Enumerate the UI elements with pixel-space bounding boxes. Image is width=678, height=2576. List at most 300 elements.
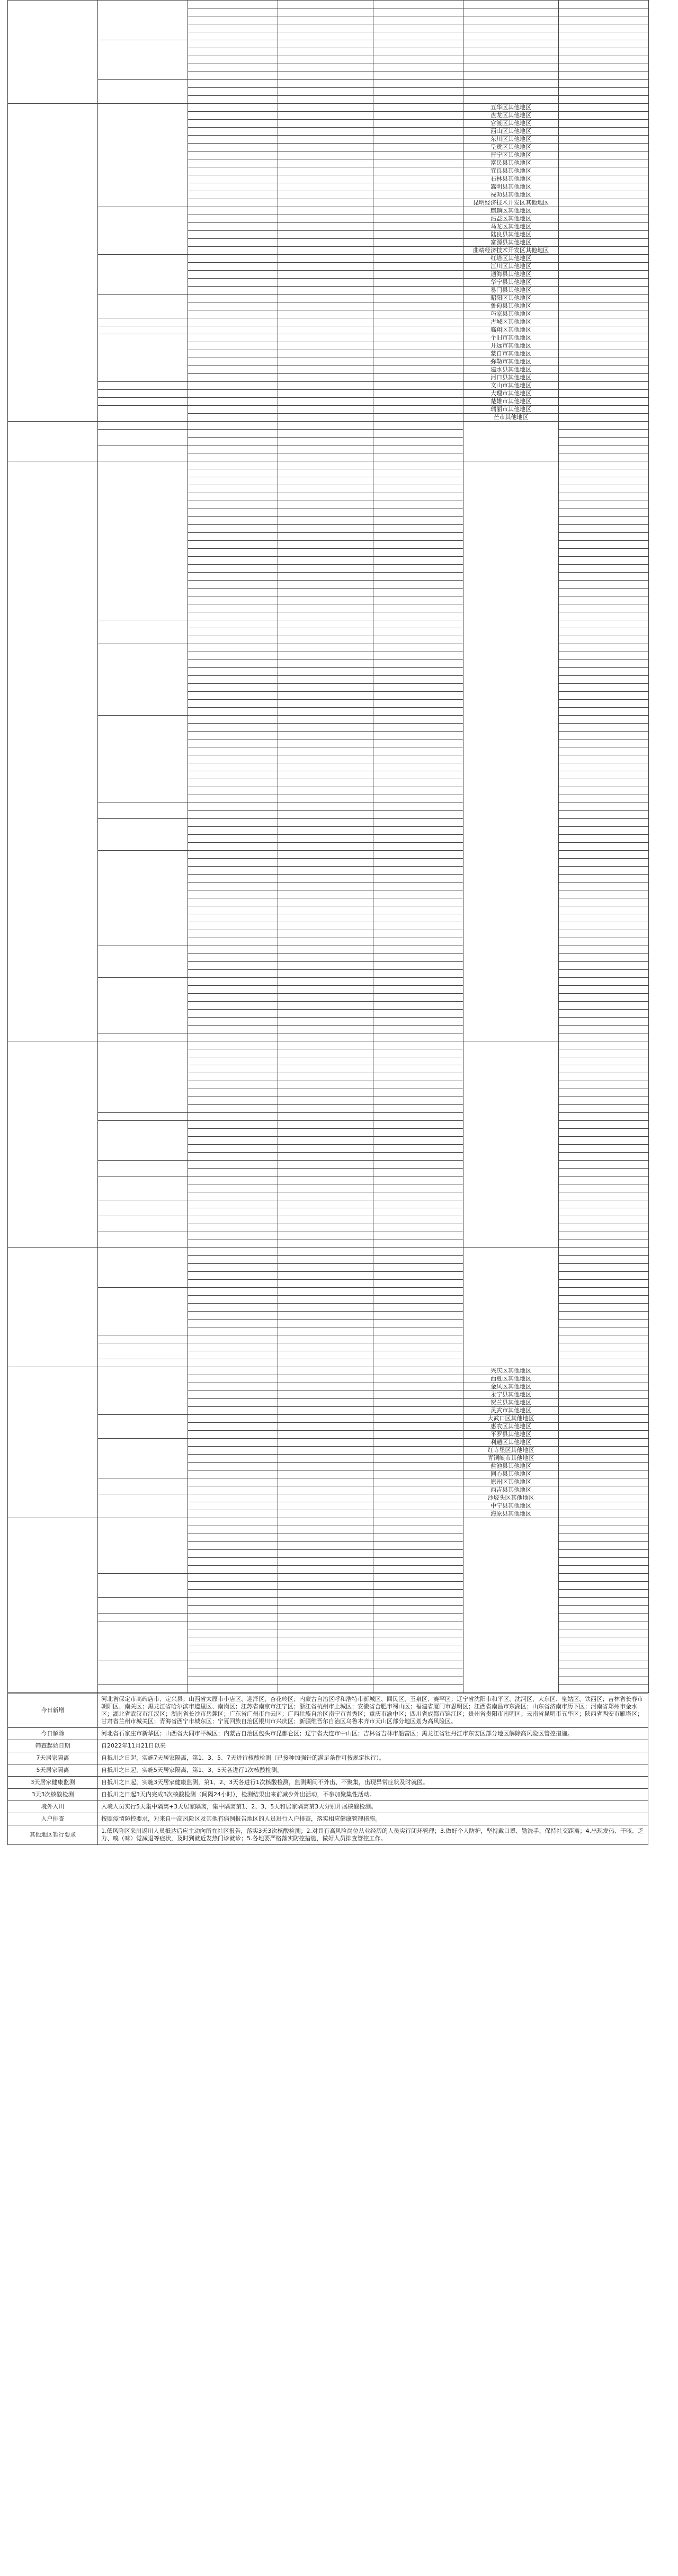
trailing-dash <box>559 1081 649 1089</box>
risk-level <box>278 938 373 946</box>
risk-level <box>278 501 373 509</box>
middle-dash <box>373 398 463 406</box>
district-name <box>188 755 278 763</box>
district-name <box>188 549 278 557</box>
trailing-dash <box>559 1407 649 1415</box>
district-name <box>188 414 278 422</box>
risk-level <box>278 962 373 970</box>
middle-dash <box>373 342 463 350</box>
risk-level <box>278 1486 373 1494</box>
risk-level <box>278 1248 373 1256</box>
middle-dash <box>373 199 463 207</box>
district-name <box>188 358 278 366</box>
district-name <box>188 644 278 652</box>
middle-dash <box>373 1383 463 1391</box>
middle-dash <box>373 382 463 390</box>
middle-dash <box>373 120 463 128</box>
trailing-dash <box>559 898 649 906</box>
middle-dash <box>373 1351 463 1359</box>
city-name <box>98 620 188 644</box>
risk-level <box>278 310 373 318</box>
district-name <box>188 1383 278 1391</box>
risk-level <box>278 986 373 994</box>
risk-level <box>278 302 373 310</box>
middle-dash <box>373 787 463 795</box>
middle-dash <box>373 906 463 914</box>
middle-dash <box>373 1216 463 1224</box>
district-name <box>188 1161 278 1169</box>
trailing-dash <box>559 64 649 72</box>
trailing-dash <box>559 1399 649 1407</box>
trailing-dash <box>559 1113 649 1121</box>
trailing-dash <box>559 1264 649 1272</box>
middle-dash <box>373 128 463 136</box>
middle-dash <box>373 310 463 318</box>
trailing-dash <box>559 366 649 374</box>
trailing-dash <box>559 310 649 318</box>
note-label: 其他地区暂行要求 <box>8 1825 98 1845</box>
district-name <box>188 1121 278 1129</box>
trailing-dash <box>559 390 649 398</box>
district-name <box>188 1304 278 1312</box>
district-name <box>188 326 278 334</box>
trailing-dash <box>559 167 649 175</box>
trailing-dash <box>559 215 649 223</box>
trailing-dash <box>559 755 649 763</box>
risk-level <box>278 279 373 287</box>
middle-dash <box>373 517 463 525</box>
risk-level <box>278 1550 373 1558</box>
trailing-dash <box>559 453 649 461</box>
district-name <box>188 1367 278 1375</box>
middle-dash <box>373 811 463 819</box>
district-name <box>188 763 278 771</box>
district-name <box>188 1478 278 1486</box>
district-name <box>188 1224 278 1232</box>
risk-level <box>278 684 373 692</box>
district-name <box>188 1169 278 1176</box>
note-text: 自抵川之日起，实施3天居家健康监测，第1、2、3天各进行1次核酸检测，监测期间不外出、不聚集，出现异常症状及时就医。 <box>98 1777 648 1789</box>
risk-level <box>278 1351 373 1359</box>
trailing-dash <box>559 1566 649 1574</box>
middle-dash <box>373 271 463 279</box>
middle-dash <box>373 430 463 438</box>
risk-level <box>278 803 373 811</box>
trailing-dash <box>559 422 649 430</box>
table-row <box>8 1439 649 1447</box>
risk-level <box>278 1463 373 1470</box>
risk-level <box>278 906 373 914</box>
risk-level <box>278 271 373 279</box>
middle-dash <box>373 159 463 167</box>
trailing-dash <box>559 1494 649 1502</box>
city-name <box>98 1176 188 1200</box>
risk-level <box>278 652 373 660</box>
other-area: 个旧市其他地区 <box>463 334 559 342</box>
risk-level <box>278 1272 373 1280</box>
risk-level <box>278 1121 373 1129</box>
district-name <box>188 1320 278 1327</box>
risk-level <box>278 1010 373 1018</box>
middle-dash <box>373 56 463 64</box>
trailing-dash <box>559 32 649 40</box>
middle-dash <box>373 1582 463 1590</box>
middle-dash <box>373 620 463 628</box>
trailing-dash <box>559 867 649 875</box>
middle-dash <box>373 477 463 485</box>
middle-dash <box>373 1455 463 1463</box>
risk-level <box>278 843 373 851</box>
risk-level <box>278 461 373 469</box>
risk-level <box>278 8 373 16</box>
trailing-dash <box>559 906 649 914</box>
other-area <box>463 1 559 8</box>
middle-dash <box>373 40 463 48</box>
district-name <box>188 509 278 517</box>
risk-level <box>278 549 373 557</box>
district-name <box>188 191 278 199</box>
middle-dash <box>373 485 463 493</box>
middle-dash <box>373 978 463 986</box>
district-name <box>188 843 278 851</box>
risk-level <box>278 1057 373 1065</box>
city-name <box>98 1113 188 1121</box>
middle-dash <box>373 867 463 875</box>
district-name <box>188 215 278 223</box>
district-name <box>188 898 278 906</box>
city-name <box>98 318 188 326</box>
district-name <box>188 517 278 525</box>
middle-dash <box>373 525 463 533</box>
trailing-dash <box>559 612 649 620</box>
district-name <box>188 573 278 581</box>
district-name <box>188 525 278 533</box>
district-name <box>188 1598 278 1606</box>
middle-dash <box>373 835 463 843</box>
trailing-dash <box>559 191 649 199</box>
risk-level <box>278 72 373 80</box>
other-area: 昭阳区其他地区 <box>463 295 559 302</box>
city-name <box>98 295 188 318</box>
trailing-dash <box>559 589 649 596</box>
trailing-dash <box>559 1089 649 1097</box>
risk-level <box>278 612 373 620</box>
trailing-dash <box>559 80 649 88</box>
other-area: 华宁县其他地区 <box>463 279 559 287</box>
middle-dash <box>373 994 463 1002</box>
trailing-dash <box>559 1105 649 1113</box>
middle-dash <box>373 1256 463 1264</box>
district-name <box>188 596 278 604</box>
district-name <box>188 883 278 890</box>
city-name <box>98 1161 188 1176</box>
district-name <box>188 461 278 469</box>
other-area: 楚雄市其他地区 <box>463 398 559 406</box>
city-name <box>98 445 188 461</box>
risk-level <box>278 1455 373 1463</box>
district-name <box>188 1129 278 1137</box>
middle-dash <box>373 469 463 477</box>
risk-level <box>278 1129 373 1137</box>
district-name <box>188 175 278 183</box>
middle-dash <box>373 1320 463 1327</box>
trailing-dash <box>559 1184 649 1192</box>
other-area <box>463 8 559 16</box>
other-area <box>463 1518 559 1693</box>
middle-dash <box>373 771 463 779</box>
table-row <box>8 1478 649 1486</box>
risk-level <box>278 24 373 32</box>
province-name <box>8 1367 98 1518</box>
other-area: 原州区其他地区 <box>463 1478 559 1486</box>
district-name <box>188 1447 278 1455</box>
trailing-dash <box>559 930 649 938</box>
district-name <box>188 962 278 970</box>
trailing-dash <box>559 1447 649 1455</box>
district-name <box>188 1248 278 1256</box>
district-name <box>188 994 278 1002</box>
district-name <box>188 1296 278 1304</box>
district-name <box>188 1081 278 1089</box>
risk-level <box>278 159 373 167</box>
risk-level <box>278 875 373 883</box>
risk-level <box>278 1415 373 1423</box>
district-name <box>188 946 278 954</box>
middle-dash <box>373 573 463 581</box>
middle-dash <box>373 1232 463 1240</box>
table-row <box>8 255 649 263</box>
other-area: 中宁县其他地区 <box>463 1502 559 1510</box>
middle-dash <box>373 962 463 970</box>
city-name <box>98 1685 188 1693</box>
district-name <box>188 779 278 787</box>
risk-level <box>278 255 373 263</box>
trailing-dash <box>559 414 649 422</box>
trailing-dash <box>559 565 649 573</box>
other-area: 大武口区其他地区 <box>463 1415 559 1423</box>
city-name <box>98 851 188 946</box>
middle-dash <box>373 1518 463 1526</box>
middle-dash <box>373 1248 463 1256</box>
other-area <box>463 56 559 64</box>
table-row <box>8 295 649 302</box>
district-name <box>188 104 278 112</box>
middle-dash <box>373 1478 463 1486</box>
trailing-dash <box>559 795 649 803</box>
risk-level <box>278 1621 373 1629</box>
district-name <box>188 1582 278 1590</box>
trailing-dash <box>559 525 649 533</box>
other-area: 宜良县其他地区 <box>463 167 559 175</box>
district-name <box>188 199 278 207</box>
middle-dash <box>373 136 463 144</box>
risk-level <box>278 151 373 159</box>
risk-level <box>278 406 373 414</box>
middle-dash <box>373 938 463 946</box>
other-area: 金凤区其他地区 <box>463 1383 559 1391</box>
risk-level <box>278 732 373 739</box>
trailing-dash <box>559 1033 649 1041</box>
other-area: 西吉县其他地区 <box>463 1486 559 1494</box>
trailing-dash <box>559 1161 649 1169</box>
middle-dash <box>373 755 463 763</box>
trailing-dash <box>559 120 649 128</box>
other-area <box>463 1248 559 1367</box>
trailing-dash <box>559 700 649 708</box>
other-area: 红塔区其他地区 <box>463 255 559 263</box>
district-name <box>188 851 278 859</box>
trailing-dash <box>559 1614 649 1621</box>
middle-dash <box>373 32 463 40</box>
other-area <box>463 80 559 88</box>
district-name <box>188 1534 278 1542</box>
city-name <box>98 255 188 295</box>
middle-dash <box>373 445 463 453</box>
other-area <box>463 96 559 104</box>
province-name <box>8 1041 98 1248</box>
trailing-dash <box>559 1606 649 1614</box>
middle-dash <box>373 1161 463 1169</box>
city-name <box>98 1121 188 1161</box>
middle-dash <box>373 732 463 739</box>
district-name <box>188 1359 278 1367</box>
trailing-dash <box>559 1550 649 1558</box>
table-row <box>8 334 649 342</box>
trailing-dash <box>559 859 649 867</box>
table-row <box>8 382 649 390</box>
middle-dash <box>373 151 463 159</box>
middle-dash <box>373 1431 463 1439</box>
risk-level <box>278 1081 373 1089</box>
trailing-dash <box>559 1057 649 1065</box>
district-name <box>188 112 278 120</box>
risk-level <box>278 1685 373 1693</box>
district-name <box>188 978 278 986</box>
middle-dash <box>373 724 463 732</box>
table-row <box>8 1494 649 1502</box>
trailing-dash <box>559 1216 649 1224</box>
risk-level <box>278 1359 373 1367</box>
district-name <box>188 676 278 684</box>
middle-dash <box>373 326 463 334</box>
city-name <box>98 803 188 819</box>
district-name <box>188 223 278 231</box>
risk-level <box>278 747 373 755</box>
district-name <box>188 1486 278 1494</box>
city-name <box>98 1367 188 1415</box>
middle-dash <box>373 318 463 326</box>
district-name <box>188 1431 278 1439</box>
district-name <box>188 1407 278 1415</box>
risk-level <box>278 1566 373 1574</box>
middle-dash <box>373 922 463 930</box>
middle-dash <box>373 64 463 72</box>
district-name <box>188 1033 278 1041</box>
middle-dash <box>373 1192 463 1200</box>
middle-dash <box>373 438 463 445</box>
trailing-dash <box>559 1018 649 1026</box>
district-name <box>188 430 278 438</box>
district-name <box>188 700 278 708</box>
district-name <box>188 970 278 978</box>
trailing-dash <box>559 445 649 453</box>
trailing-dash <box>559 1327 649 1335</box>
district-name <box>188 1566 278 1574</box>
trailing-dash <box>559 469 649 477</box>
risk-level <box>278 700 373 708</box>
trailing-dash <box>559 954 649 962</box>
city-name <box>98 382 188 390</box>
district-name <box>188 636 278 644</box>
risk-level <box>278 668 373 676</box>
middle-dash <box>373 1327 463 1335</box>
middle-dash <box>373 1153 463 1161</box>
risk-level <box>278 1510 373 1518</box>
note-row <box>8 1825 648 1845</box>
city-name <box>98 946 188 978</box>
middle-dash <box>373 1129 463 1137</box>
risk-level <box>278 525 373 533</box>
trailing-dash <box>559 1 649 8</box>
risk-level <box>278 1002 373 1010</box>
other-area <box>463 16 559 24</box>
trailing-dash <box>559 1669 649 1677</box>
middle-dash <box>373 827 463 835</box>
district-name <box>188 819 278 827</box>
risk-table <box>7 0 649 1693</box>
district-name <box>188 771 278 779</box>
risk-level <box>278 1200 373 1208</box>
trailing-dash <box>559 1383 649 1391</box>
table-row <box>8 318 649 326</box>
middle-dash <box>373 366 463 374</box>
risk-level <box>278 1431 373 1439</box>
risk-level <box>278 1526 373 1534</box>
risk-level <box>278 493 373 501</box>
note-row <box>8 1801 648 1813</box>
trailing-dash <box>559 1153 649 1161</box>
city-name <box>98 1 188 40</box>
table-row <box>8 40 649 48</box>
trailing-dash <box>559 970 649 978</box>
trailing-dash <box>559 1391 649 1399</box>
trailing-dash <box>559 890 649 898</box>
trailing-dash <box>559 1582 649 1590</box>
middle-dash <box>373 350 463 358</box>
other-area: 富民县其他地区 <box>463 159 559 167</box>
district-name <box>188 40 278 48</box>
risk-level <box>278 56 373 64</box>
district-name <box>188 954 278 962</box>
risk-level <box>278 922 373 930</box>
note-text: 1.低风险区来川返川人员抵达后应主动向所在社区报告，落实3天3次核酸检测；2.对具有高风险岗位从业经历的人员实行闭环管理；3.做好个人防护，坚持戴口罩、勤洗手、保持社交距离；4.出现发热、干咳、乏力、嗅（味）觉减退等症状，及时到就近发热门诊就诊；5.各地要严格落实防控措施，做好人员排查管控工作。 <box>98 1825 648 1845</box>
district-name <box>188 1192 278 1200</box>
city-name <box>98 1614 188 1621</box>
trailing-dash <box>559 1288 649 1296</box>
trailing-dash <box>559 1637 649 1645</box>
middle-dash <box>373 1145 463 1153</box>
other-area: 呈贡区其他地区 <box>463 144 559 151</box>
city-name <box>98 390 188 398</box>
trailing-dash <box>559 549 649 557</box>
note-row <box>8 1752 648 1764</box>
risk-level <box>278 724 373 732</box>
risk-level <box>278 1582 373 1590</box>
trailing-dash <box>559 1224 649 1232</box>
risk-level <box>278 88 373 96</box>
risk-level <box>278 350 373 358</box>
other-area: 沙坡头区其他地区 <box>463 1494 559 1502</box>
